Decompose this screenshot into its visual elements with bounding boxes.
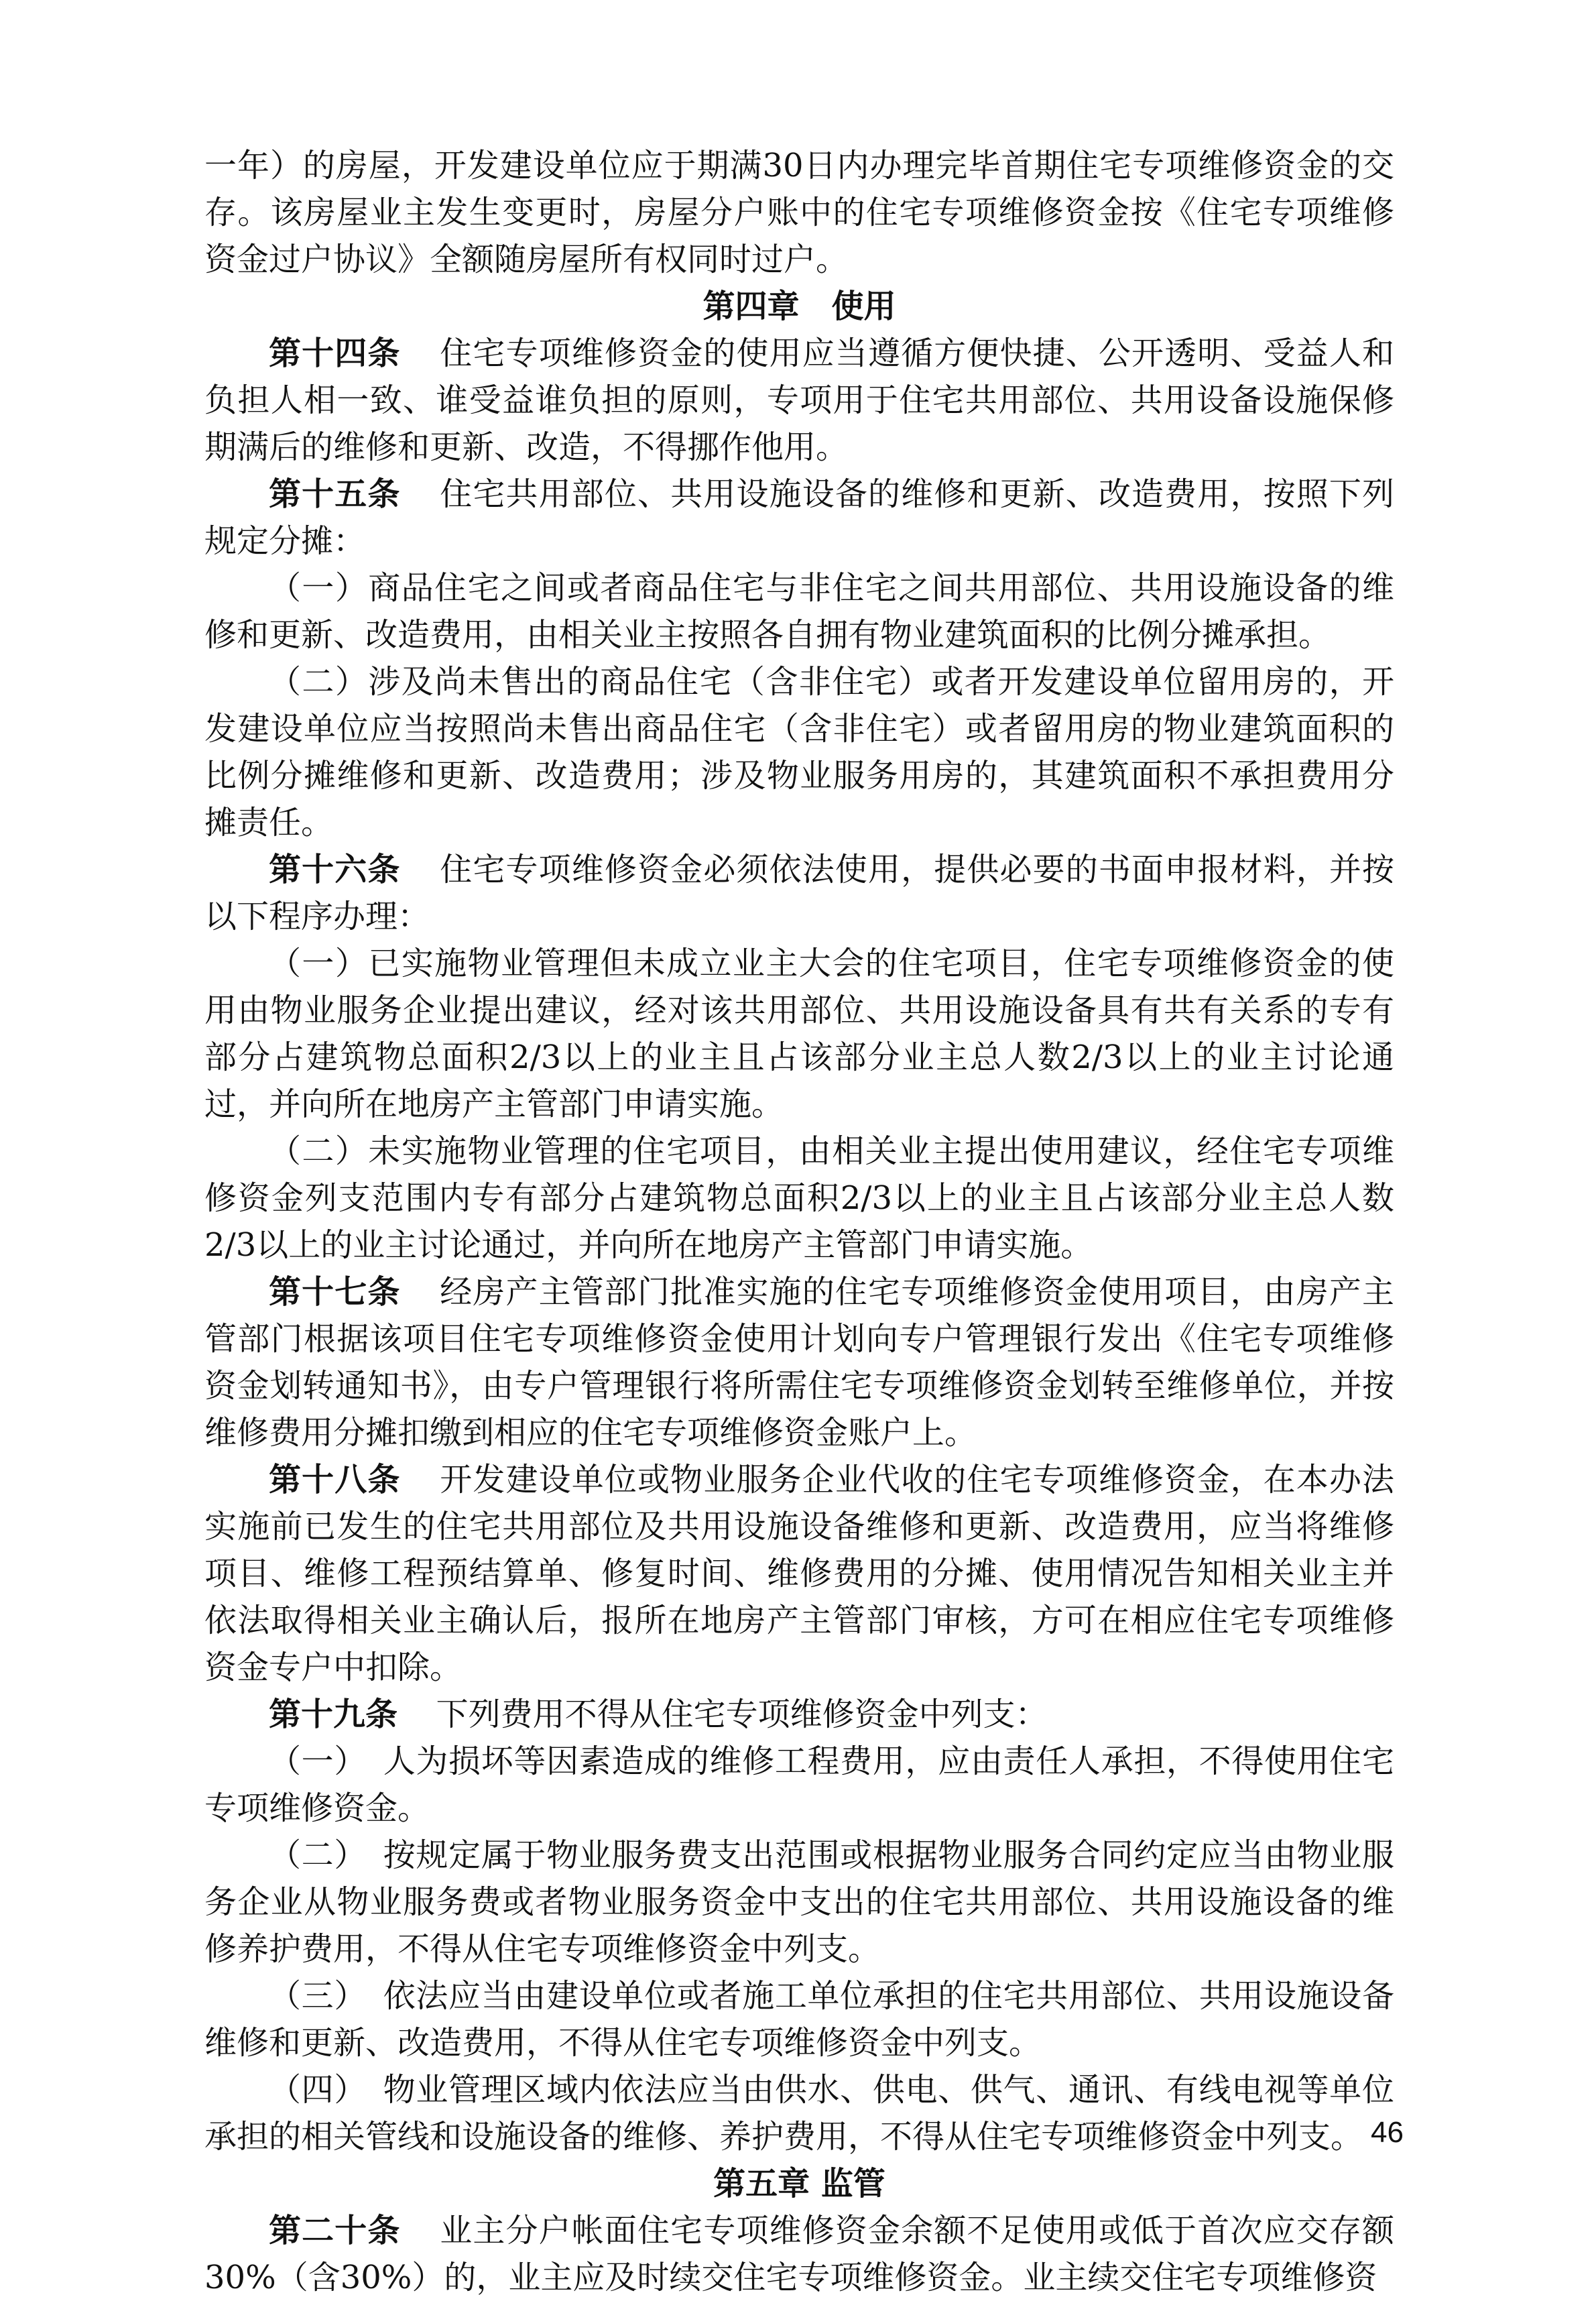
article-19-item-4: （四） 物业管理区域内依法应当由供水、供电、供气、通讯、有线电视等单位承担的相关管线和设施设备的维修、养护费用，不得从住宅专项维修资金中列支。 — [204, 2071, 1394, 2156]
article-text: 经房产主管部门批准实施的住宅专项维修资金使用项目，由房产主管部门根据该项目住宅专项维修资金使用计划向专户管理银行发出《住宅专项维修资金划转通知书》，由专户管理银行将所需住宅专项维修资金划转至维修单位，并按维修费用分摊扣缴到相应的住宅专项维修资金账户上。 — [204, 1273, 1394, 1452]
article-label: 第十七条 — [269, 1273, 401, 1311]
document-body — [204, 142, 1394, 2301]
article-label: 第十四条 — [269, 335, 401, 372]
article-text: 住宅专项维修资金的使用应当遵循方便快捷、公开透明、受益人和负担人相一致、谁受益谁负担的原则，专项用于住宅共用部位、共用设备设施保修期满后的维修和更新、改造，不得挪作他用。 — [204, 335, 1394, 466]
article-19-item-1: （一） 人为损坏等因素造成的维修工程费用，应由责任人承担，不得使用住宅专项维修资金。 — [204, 1743, 1394, 1827]
article-label: 第十八条 — [269, 1461, 401, 1498]
article-16-item-1: （一）已实施物业管理但未成立业主大会的住宅项目，住宅专项维修资金的使用由物业服务企业提出建议，经对该共用部位、共用设施设备具有共有关系的专有部分占建筑物总面积2/3以上的业主且占该部分业主总人数2/3以上的业主讨论通过，并向所在地房产主管部门申请实施。 — [204, 945, 1394, 1123]
article-label: 第二十条 — [269, 2212, 401, 2249]
article-19 — [204, 1691, 1394, 1738]
article-19-item-3: （三） 依法应当由建设单位或者施工单位承担的住宅共用部位、共用设施设备维修和更新、改造费用，不得从住宅专项维修资金中列支。 — [204, 1977, 1394, 2062]
article-20 — [204, 2207, 1394, 2301]
chapter-heading-4: 第四章 使用 — [702, 288, 896, 325]
article-text: 开发建设单位或物业服务企业代收的住宅专项维修资金，在本办法实施前已发生的住宅共用部位及共用设施设备维修和更新、改造费用，应当将维修项目、维修工程预结算单、修复时间、维修费用的分摊、使用情况告知相关业主并依法取得相关业主确认后，报所在地房产主管部门审核，方可在相应住宅专项维修资金专户中扣除。 — [204, 1461, 1394, 1686]
article-15 — [204, 471, 1394, 565]
article-15-item-1: （一）商品住宅之间或者商品住宅与非住宅之间共用部位、共用设施设备的维修和更新、改造费用，由相关业主按照各自拥有物业建筑面积的比例分摊承担。 — [204, 569, 1394, 654]
article-19-item-2: （二） 按规定属于物业服务费支出范围或根据物业服务合同约定应当由物业服务企业从物业服务费或者物业服务资金中支出的住宅共用部位、共用设施设备的维修养护费用，不得从住宅专项维修资金中列支。 — [204, 1836, 1394, 1968]
article-text: 业主分户帐面住宅专项维修资金余额不足使用或低于首次应交存额30%（含30%）的，业主应及时续交住宅专项维修资金。业主续交住宅专项维修资 — [204, 2212, 1394, 2296]
paragraph-continuation — [204, 142, 1394, 283]
article-label: 第十五条 — [269, 475, 401, 513]
article-text: 住宅共用部位、共用设施设备的维修和更新、改造费用，按照下列规定分摊： — [204, 475, 1394, 560]
article-label: 第十九条 — [269, 1696, 398, 1733]
page-number: 46 — [1371, 2116, 1404, 2149]
article-16 — [204, 846, 1394, 940]
article-17 — [204, 1268, 1394, 1456]
article-15-item-2: （二）涉及尚未售出的商品住宅（含非住宅）或者开发建设单位留用房的，开发建设单位应当按照尚未售出商品住宅（含非住宅）或者留用房的物业建筑面积的比例分摊维修和更新、改造费用；涉及物业服务用房的，其建筑面积不承担费用分摊责任。 — [204, 663, 1394, 841]
article-label: 第十六条 — [269, 851, 401, 888]
paragraph-text: 一年）的房屋，开发建设单位应于期满30日内办理完毕首期住宅专项维修资金的交存。该房屋业主发生变更时，房屋分户账中的住宅专项维修资金按《住宅专项维修资金过户协议》全额随房屋所有权同时过户。 — [204, 147, 1394, 278]
article-16-item-2: （二）未实施物业管理的住宅项目，由相关业主提出使用建议，经住宅专项维修资金列支范围内专有部分占建筑物总面积2/3以上的业主且占该部分业主总人数2/3以上的业主讨论通过，并向所在地房产主管部门申请实施。 — [204, 1132, 1394, 1264]
article-14 — [204, 330, 1394, 471]
chapter-heading-5: 第五章 监管 — [713, 2165, 885, 2202]
article-text: 下列费用不得从住宅专项维修资金中列支： — [436, 1696, 1048, 1733]
article-text: 住宅专项维修资金必须依法使用，提供必要的书面申报材料，并按以下程序办理： — [204, 851, 1394, 935]
article-18 — [204, 1456, 1394, 1691]
